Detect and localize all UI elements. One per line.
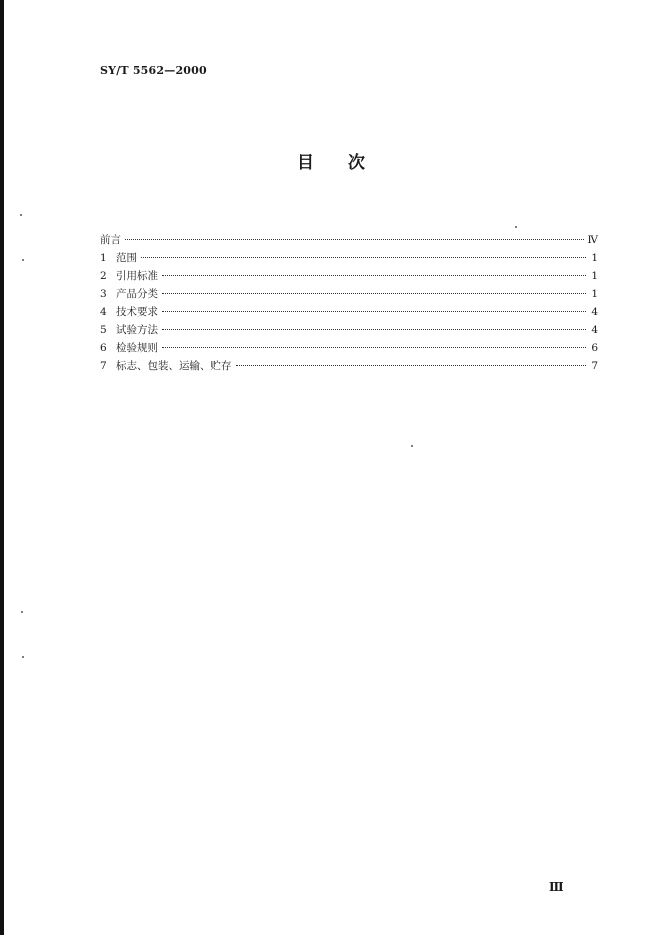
- toc-entry-label: 试验方法: [116, 324, 158, 336]
- toc-entry-6[interactable]: [100, 339, 598, 357]
- toc-entry-number: 6: [100, 342, 107, 354]
- toc-entry-number: 1: [100, 252, 107, 264]
- page-title-char-2: 次: [348, 153, 365, 173]
- toc-entry-4[interactable]: [100, 303, 598, 321]
- toc-entry-page: 4: [591, 306, 598, 318]
- toc-entry-page: 4: [591, 324, 598, 336]
- toc-entry-5[interactable]: [100, 321, 598, 339]
- toc-entry-2[interactable]: [100, 267, 598, 285]
- toc-entry-label: 技术要求: [116, 306, 158, 318]
- toc-leader-dots: [162, 293, 586, 294]
- page-title: [0, 148, 662, 173]
- toc-entry-page: 1: [591, 288, 598, 300]
- toc-entry-page: 7: [591, 360, 598, 372]
- toc-entry-label: 检验规则: [116, 342, 158, 354]
- toc-entry-number: 7: [100, 360, 107, 372]
- toc-entry-page: 1: [591, 270, 598, 282]
- toc-entry-label: 范围: [116, 252, 137, 264]
- toc-entry-label: 标志、包装、运输、贮存: [116, 360, 232, 372]
- toc-entry-number: 5: [100, 324, 107, 336]
- toc-entry-label: 前言: [100, 234, 121, 246]
- toc-leader-dots: [162, 275, 586, 276]
- toc-leader-dots: [162, 311, 586, 312]
- scan-speck: [20, 214, 22, 216]
- scan-speck: [22, 656, 24, 658]
- toc-leader-dots: [141, 257, 586, 258]
- scan-left-edge: [0, 0, 4, 935]
- toc-entry-7[interactable]: [100, 357, 598, 375]
- scan-speck: [21, 611, 23, 613]
- toc-leader-dots: [236, 365, 587, 366]
- toc-leader-dots: [162, 347, 586, 348]
- toc-entry-number: 4: [100, 306, 107, 318]
- scan-speck: [411, 445, 413, 447]
- toc-entry-3[interactable]: [100, 285, 598, 303]
- page-title-char-1: 目: [297, 153, 314, 173]
- toc-entry-1[interactable]: [100, 249, 598, 267]
- toc-entry-number: 3: [100, 288, 107, 300]
- toc-entry-page: Ⅳ: [587, 234, 598, 246]
- toc-entry-label: 产品分类: [116, 288, 158, 300]
- table-of-contents: [100, 231, 598, 375]
- scan-speck: [515, 226, 517, 228]
- toc-entry-page: 6: [591, 342, 598, 354]
- toc-leader-dots: [162, 329, 586, 330]
- page-number: Ⅲ: [549, 880, 564, 894]
- toc-entry-number: 2: [100, 270, 107, 282]
- toc-entry-foreword[interactable]: [100, 231, 598, 249]
- standard-code: SY/T 5562—2000: [100, 64, 207, 77]
- toc-leader-dots: [125, 239, 584, 240]
- toc-entry-page: 1: [591, 252, 598, 264]
- toc-entry-label: 引用标准: [116, 270, 158, 282]
- scan-speck: [22, 259, 24, 261]
